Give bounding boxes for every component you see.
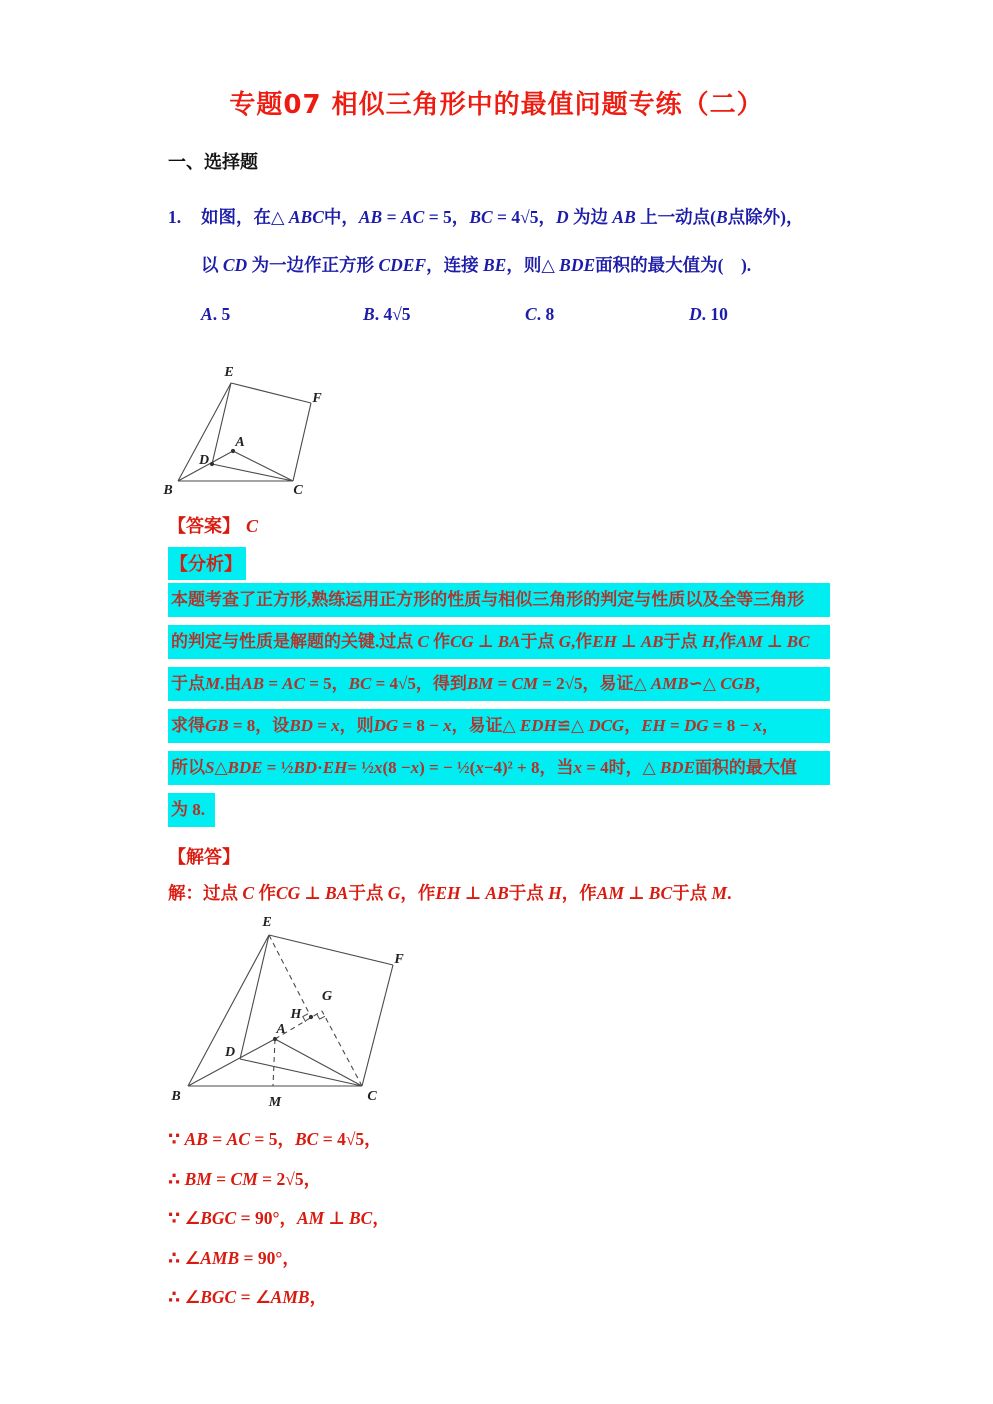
solution-step-1: ∵ AB = AC = 5，BC = 4√5， — [168, 1129, 382, 1149]
solution-step-4: ∴ ∠AMB = 90°， — [168, 1247, 300, 1268]
option-A: A. 5 — [201, 304, 231, 324]
options-row — [201, 304, 728, 325]
point-dot-2 — [210, 462, 214, 466]
dashed-edge-EH — [269, 935, 311, 1017]
question-number: 1. — [168, 207, 182, 227]
solution-step-5: ∴ ∠BGC = ∠AMB， — [168, 1287, 328, 1307]
point-label-A: A — [276, 1022, 286, 1037]
point-label-M: M — [268, 1095, 282, 1110]
point-label-H: H — [290, 1007, 302, 1022]
answer-tag: 【答案】 — [168, 516, 240, 537]
edge-EF — [269, 935, 393, 965]
dashed-edge-AM — [273, 1039, 275, 1086]
option-C: C. 8 — [525, 304, 555, 324]
edge-ED — [240, 935, 269, 1059]
point-label-C: C — [367, 1089, 377, 1104]
answer-line — [168, 512, 258, 538]
analysis-line-3: 于点M.由AB = AC = 5，BC = 4√5，得到BM = CM = 2√5，易证△ AMB∽△ CGB， — [168, 667, 830, 701]
analysis-line-5: 所以S△BDE = ½BD·EH= ½x(8 −x) = − ½(x−4)² + 8，当x = 4时，△ BDE面积的最大值 — [168, 751, 830, 785]
option-D: D. 10 — [689, 304, 728, 324]
edge-FC — [293, 403, 311, 481]
point-label-D: D — [224, 1045, 236, 1060]
option-B: B. 4√5 — [363, 304, 411, 324]
edge-DC — [240, 1059, 362, 1086]
solution-intro: 解：过点 C 作CG ⊥ BA于点 G，作EH ⊥ AB于点 H，作AM ⊥ BC于点 M. — [168, 883, 732, 903]
analysis-line-6: 为 8. — [168, 793, 215, 827]
solution-figure-diagram — [150, 916, 450, 1116]
question-line-1 — [168, 204, 803, 229]
analysis-line-2: 的判定与性质是解题的关键.过点 C 作CG ⊥ BA于点 G,作EH ⊥ AB于点 H,作AM ⊥ BC — [168, 625, 830, 659]
point-label-B: B — [171, 1089, 181, 1104]
point-label-E: E — [262, 916, 272, 930]
question-figure-diagram — [150, 356, 400, 514]
solution-step-3: ∵ ∠BGC = 90°，AM ⊥ BC， — [168, 1208, 390, 1228]
edge-BE — [188, 935, 269, 1086]
solution-steps — [168, 1126, 390, 1324]
point-label-F: F — [312, 391, 322, 406]
analysis-paragraph — [168, 583, 838, 835]
point-label-D: D — [198, 453, 210, 468]
edge-AC — [275, 1039, 362, 1086]
right-angle-mark-1 — [303, 1014, 308, 1022]
analysis-line-1: 本题考查了正方形,熟练运用正方形的性质与相似三角形的判定与性质以及全等三角形 — [168, 583, 830, 617]
point-label-G: G — [321, 989, 333, 1004]
question-text-1: 如图，在△ ABC中，AB = AC = 5，BC = 4√5，D 为边 AB 上一动点(B点除外)， — [201, 207, 804, 227]
point-label-B: B — [163, 483, 173, 498]
page-title: 专题07 相似三角形中的最值问题专练（二） — [229, 90, 764, 120]
edge-DE — [212, 383, 231, 464]
solution-tag: 【解答】 — [168, 847, 240, 868]
right-angle-mark-2 — [317, 1014, 325, 1019]
question-line-2: 以 CD 为一边作正方形 CDEF，连接 BE，则△ BDE面积的最大值为( ). — [201, 255, 752, 275]
point-dot-2 — [309, 1015, 313, 1019]
point-dot-1 — [273, 1037, 277, 1041]
solution-step-2: ∴ BM = CM = 2√5， — [168, 1168, 322, 1189]
point-label-E: E — [224, 365, 234, 380]
section-header: 一、选择题 — [168, 152, 258, 173]
answer-value: C — [246, 516, 259, 536]
edge-CD — [212, 464, 293, 481]
analysis-line-4: 求得GB = 8，设BD = x，则DG = 8 − x，易证△ EDH≌△ DCG，EH = DG = 8 − x， — [168, 709, 830, 743]
analysis-tag: 【分析】 — [168, 547, 246, 580]
edge-FC — [362, 965, 393, 1086]
point-label-C: C — [293, 483, 303, 498]
point-label-A: A — [235, 435, 245, 450]
edge-AC — [233, 451, 293, 481]
edge-EF — [231, 383, 311, 403]
point-label-F: F — [394, 952, 404, 967]
